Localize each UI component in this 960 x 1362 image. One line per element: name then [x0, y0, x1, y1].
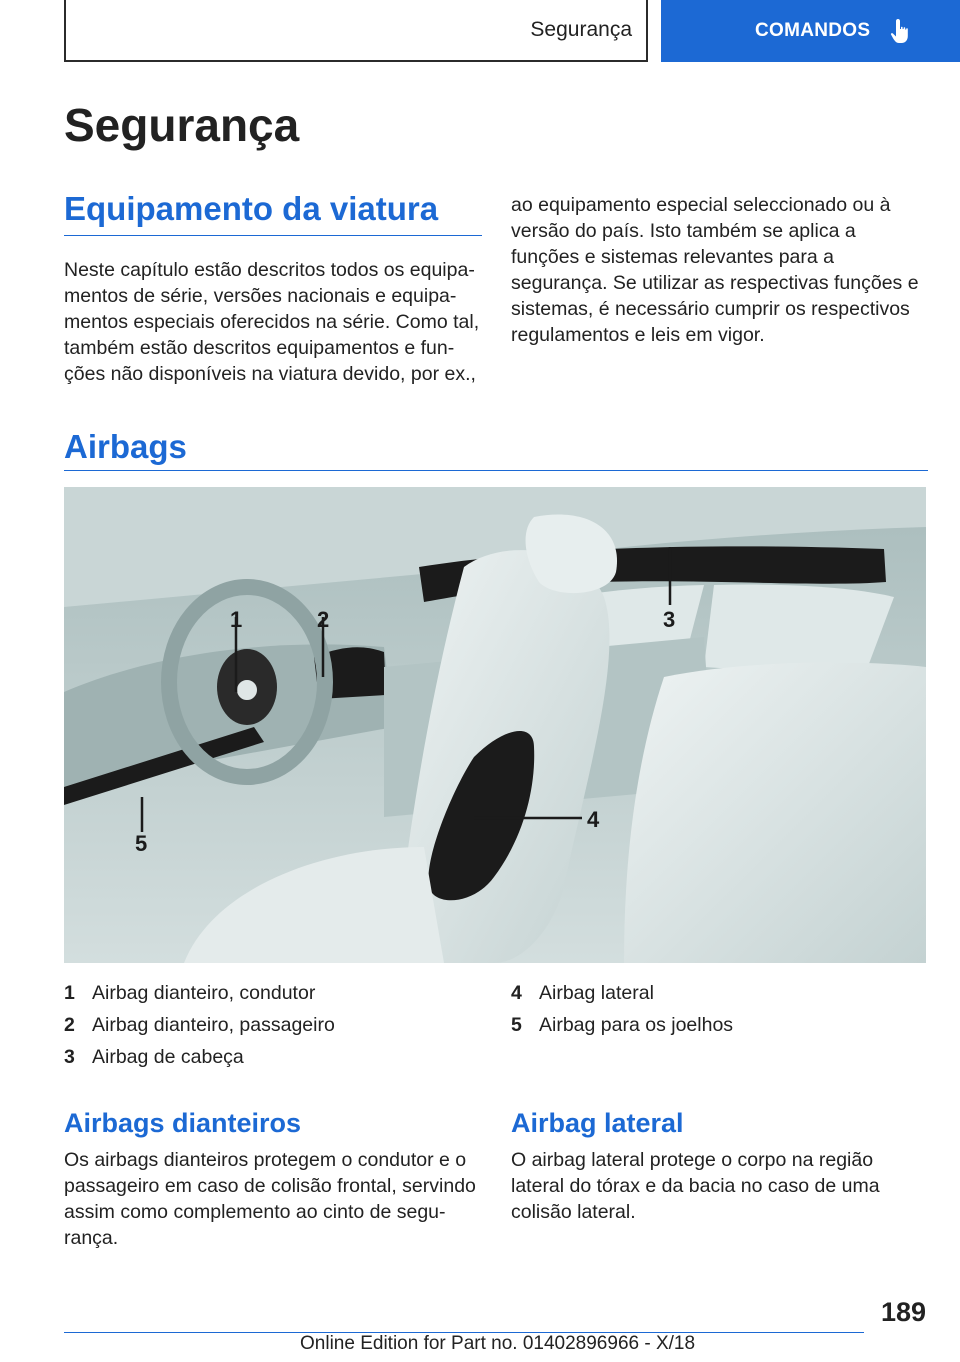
legend-number: 3 [64, 1046, 75, 1068]
callout-3: 3 [663, 607, 676, 632]
legend-item [64, 1009, 484, 1041]
car-interior-drawing [64, 487, 926, 963]
legend-label: Airbag para os joelhos [539, 1014, 734, 1036]
header-section-label: Segurança [530, 18, 632, 41]
legend-number: 1 [64, 982, 75, 1004]
callout-5: 5 [135, 831, 148, 856]
legend-label: Airbag lateral [539, 982, 654, 1004]
legend-number: 5 [511, 1014, 522, 1036]
legend-label: Airbag dianteiro, passageiro [92, 1014, 335, 1036]
section-rule [64, 235, 482, 236]
callout-4: 4 [587, 807, 600, 832]
chapter-title: Segurança [64, 99, 300, 151]
footer-edition-text: Online Edition for Part no. 01402896966 - X/18 [300, 1333, 696, 1354]
legend-item [64, 1041, 484, 1073]
section-rule [64, 470, 928, 471]
vehicle-equipment-text-col1: Neste capítulo estão descritos todos os equipamentos de série, versões nacionais e equipamentos especiais oferecidos na série. Como tal, também estão descritos equipamentos e funções não disponíveis na viatura devido, por ex., [64, 259, 480, 385]
header-chapter-label: COMANDOS [755, 20, 871, 41]
legend-label: Airbag de cabeça [92, 1046, 244, 1068]
front-airbags-heading: Airbags dianteiros [64, 1108, 302, 1138]
front-airbags-text: Os airbags dianteiros protegem o condutor e o passageiro em caso de colisão frontal, servindo assim como complemento ao cinto de segurança. [64, 1149, 476, 1249]
legend-number: 4 [511, 982, 522, 1004]
header-section-tab [64, 0, 648, 62]
figure-legend-col1 [64, 977, 484, 1073]
legend-label: Airbag dianteiro, condutor [92, 982, 316, 1004]
vehicle-equipment-text-col2: ao equipamento especial seleccionado ou à versão do país. Isto também se aplica a funções e sistemas relevantes para a segurança. Se utilizar as respectivas funções e sistemas, é necessário cumprir os respectivos regulamentos e leis em vigor. [511, 194, 919, 346]
legend-item [511, 977, 931, 1009]
page-number: 189 [880, 1297, 926, 1327]
legend-number: 2 [64, 1014, 75, 1036]
figure-legend-col2 [511, 977, 931, 1041]
pointing-hand-icon [890, 18, 912, 44]
legend-item [64, 977, 484, 1009]
airbags-heading: Airbags [64, 428, 187, 465]
side-airbag-text: O airbag lateral protege o corpo na região lateral do tórax e da bacia no caso de uma colisão lateral. [511, 1149, 880, 1223]
airbag-location-illustration [64, 487, 926, 963]
vehicle-equipment-heading: Equipamento da viatura [64, 190, 439, 227]
callout-1: 1 [230, 607, 243, 632]
header-chapter-tab[interactable] [661, 0, 960, 62]
legend-item [511, 1009, 931, 1041]
callout-2: 2 [317, 607, 330, 632]
side-airbag-heading: Airbag lateral [511, 1108, 684, 1138]
